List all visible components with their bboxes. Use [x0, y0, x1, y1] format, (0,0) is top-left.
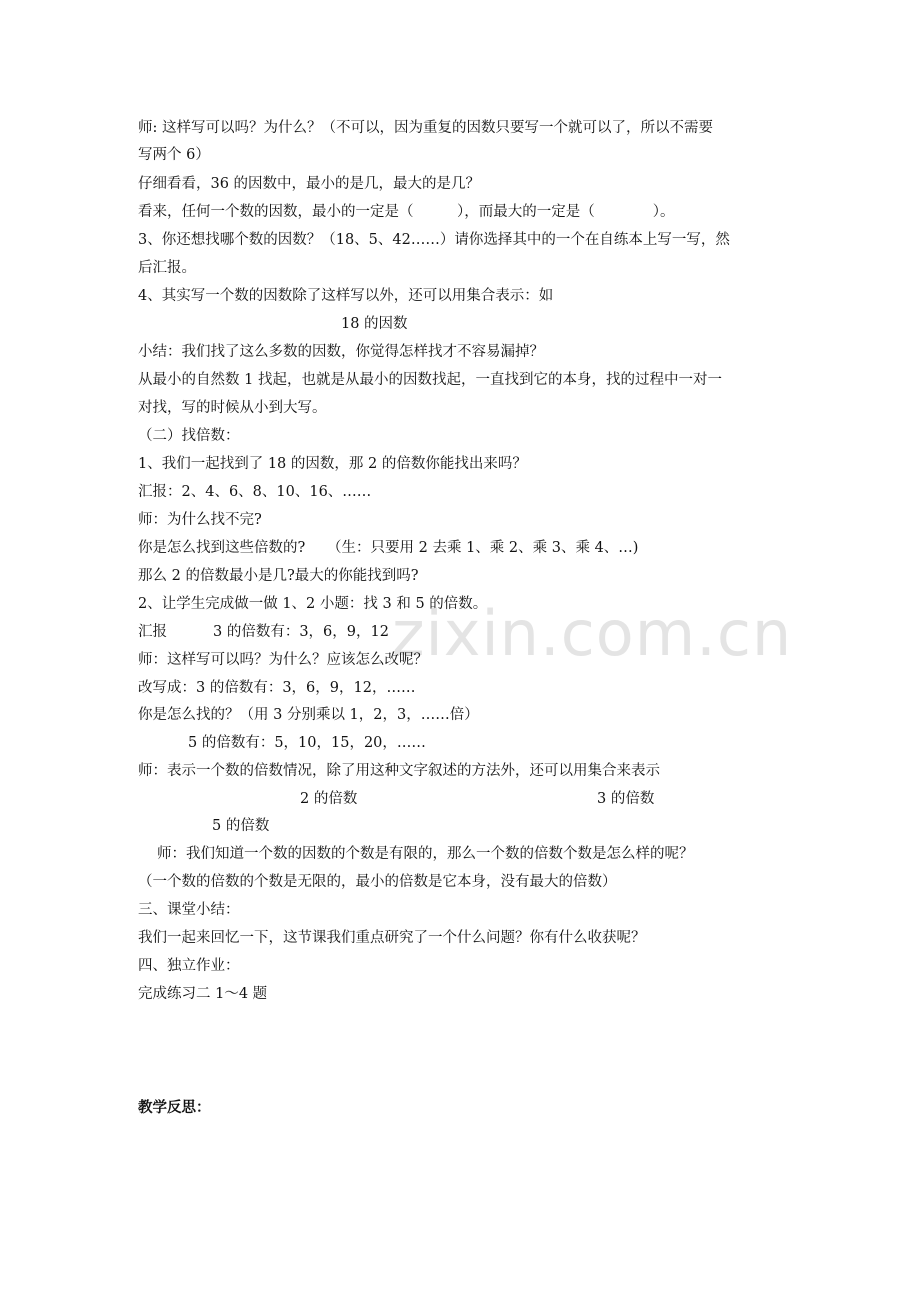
set-label-5-multiples: 5 的倍数 — [212, 818, 270, 834]
text-line: 你是怎么找到这些倍数的? （生：只要用 2 去乘 1、乘 2、乘 3、乘 4、…) — [138, 540, 639, 556]
text-line: 看来，任何一个数的因数，最小的一定是（ ），而最大的一定是（ ）。 — [138, 204, 675, 220]
text-line: 3、你还想找哪个数的因数？（18、5、42……）请你选择其中的一个在自练本上写一写，然 — [138, 232, 730, 248]
text-line: 从最小的自然数 1 找起，也就是从最小的因数找起，一直找到它的本身，找的过程中一对一 — [138, 372, 722, 388]
text-line: 完成练习二 1～4 题 — [138, 986, 268, 1002]
text-line: 师：我们知道一个数的因数的个数是有限的，那么一个数的倍数个数是怎么样的呢？ — [157, 846, 694, 862]
text-line: 你是怎么找的？（用 3 分别乘以 1，2，3，……倍） — [138, 707, 479, 723]
text-line: 改写成：3 的倍数有：3，6，9，12，…… — [138, 680, 416, 696]
text-line: 仔细看看，36 的因数中，最小的是几，最大的是几？ — [138, 176, 481, 192]
text-line: 对找，写的时候从小到大写。 — [138, 400, 327, 416]
section-heading: 四、独立作业： — [138, 958, 240, 974]
text-line: 师：这样写可以吗？为什么？应该怎么改呢？ — [138, 652, 428, 668]
text-line: 1、我们一起找到了 18 的因数，那 2 的倍数你能找出来吗？ — [138, 456, 527, 472]
text-line: 师：表示一个数的倍数情况，除了用这种文字叙述的方法外，还可以用集合来表示 — [138, 763, 660, 779]
text-line: 2、让学生完成做一做 1、2 小题：找 3 和 5 的倍数。 — [138, 596, 488, 612]
text-line: 3 的倍数有：3，6，9，12 — [213, 624, 389, 640]
set-label-18-factors: 18 的因数 — [341, 316, 408, 332]
text-line: 那么 2 的倍数最小是几?最大的你能找到吗? — [138, 568, 419, 584]
text-line: 写两个 6） — [138, 147, 210, 163]
set-label-3-multiples: 3 的倍数 — [597, 791, 655, 807]
set-label-2-multiples: 2 的倍数 — [300, 791, 358, 807]
text-line: 汇报：2、4、6、8、10、16、…… — [138, 484, 372, 500]
text-line: 汇报 — [138, 624, 167, 640]
section-heading: 三、课堂小结： — [138, 902, 240, 918]
text-line: （一个数的倍数的个数是无限的，最小的倍数是它本身，没有最大的倍数） — [138, 874, 617, 890]
text-line: 我们一起来回忆一下，这节课我们重点研究了一个什么问题？你有什么收获呢？ — [138, 930, 646, 946]
section-heading: （二）找倍数： — [138, 428, 240, 444]
reflection-heading: 教学反思： — [138, 1099, 211, 1116]
watermark: zixin.com.cn — [392, 597, 793, 670]
text-line: 4、其实写一个数的因数除了这样写以外，还可以用集合表示：如 — [138, 288, 554, 304]
text-line: 小结：我们找了这么多数的因数，你觉得怎样找才不容易漏掉？ — [138, 344, 544, 360]
text-line: 5 的倍数有：5，10，15，20，…… — [188, 735, 426, 751]
text-line: 后汇报。 — [138, 260, 196, 276]
text-line: 师：为什么找不完? — [138, 512, 262, 528]
text-line: 师: 这样写可以吗？为什么？（不可以，因为重复的因数只要写一个就可以了，所以不需要 — [138, 120, 713, 136]
